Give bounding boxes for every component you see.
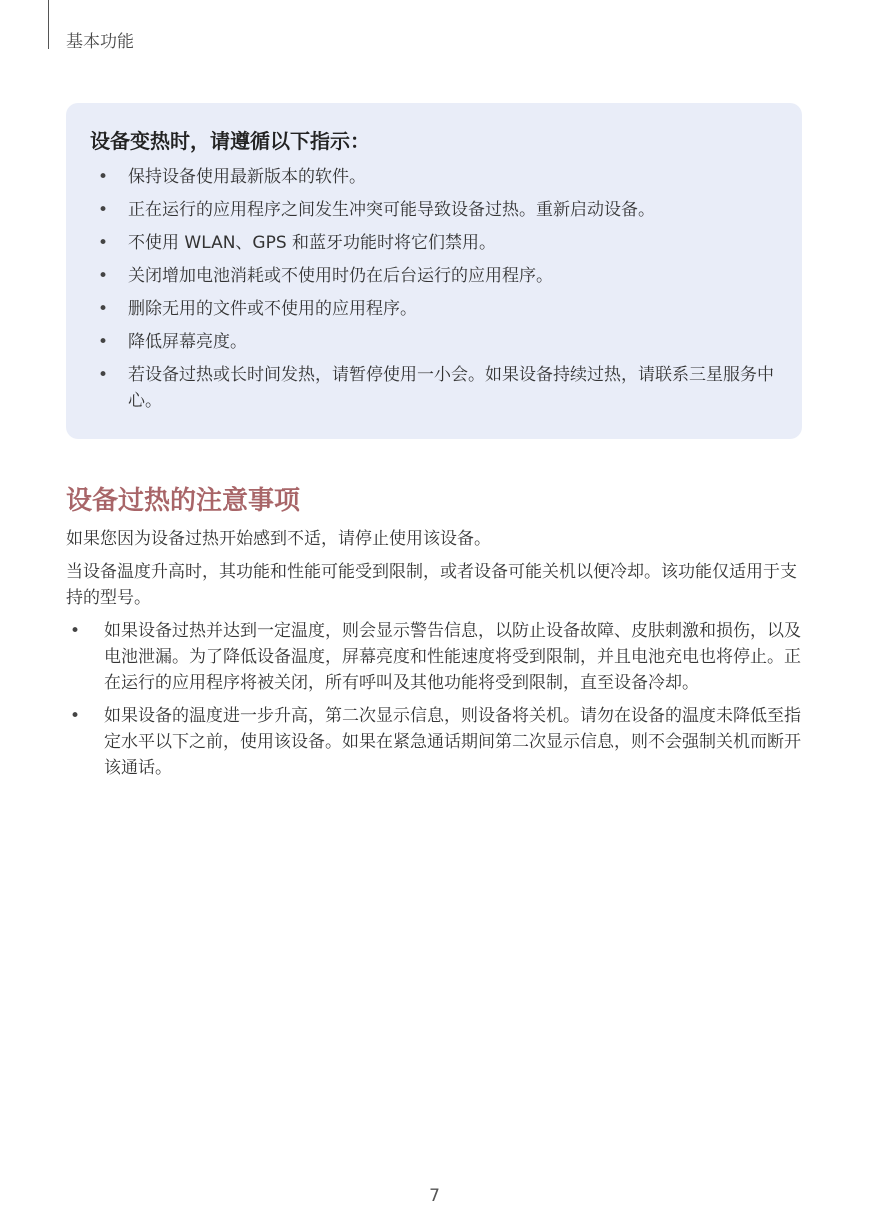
- overheating-precautions-section: [66, 483, 802, 788]
- tip-text: 若设备过热或长时间发热，请暂停使用一小会。如果设备持续过热，请联系三星服务中心。: [128, 365, 774, 411]
- section-paragraph: 当设备温度升高时，其功能和性能可能受到限制，或者设备可能关机以便冷却。该功能仅适用于支持的型号。: [66, 562, 797, 608]
- tip-list-item: [90, 197, 778, 223]
- section-list: [66, 618, 802, 781]
- tip-list: [90, 164, 778, 414]
- tip-box-title: 设备变热时，请遵循以下指示：: [90, 129, 370, 153]
- tip-list-item: [90, 263, 778, 289]
- tip-list-item: [90, 362, 778, 414]
- bullet-icon: •: [98, 365, 109, 385]
- section-list-item: [66, 703, 802, 781]
- tip-text: 不使用 WLAN、GPS 和蓝牙功能时将它们禁用。: [128, 233, 497, 253]
- tip-list-item: [90, 164, 778, 190]
- bullet-icon: •: [98, 332, 109, 352]
- section-list-text: 如果设备过热并达到一定温度，则会显示警告信息，以防止设备故障、皮肤刺激和损伤，以及电池泄漏。为了降低设备温度，屏幕亮度和性能速度将受到限制，并且电池充电也将停止。正在运行的应用程序将被关闭，所有呼叫及其他功能将受到限制，直至设备冷却。: [104, 621, 801, 693]
- section-list-text: 如果设备的温度进一步升高，第二次显示信息，则设备将关机。请勿在设备的温度未降低至指定水平以下之前，使用该设备。如果在紧急通话期间第二次显示信息，则不会强制关机而断开该通话。: [104, 706, 801, 778]
- tip-box: [66, 103, 802, 439]
- bullet-icon: •: [70, 621, 81, 641]
- tip-list-item: [90, 230, 778, 256]
- bullet-icon: •: [98, 233, 109, 253]
- tip-text: 关闭增加电池消耗或不使用时仍在后台运行的应用程序。: [128, 266, 553, 286]
- tip-text: 降低屏幕亮度。: [128, 332, 247, 352]
- header-divider: [48, 0, 49, 49]
- section-list-item: [66, 618, 802, 696]
- tip-text: 保持设备使用最新版本的软件。: [128, 167, 366, 187]
- tip-text: 正在运行的应用程序之间发生冲突可能导致设备过热。重新启动设备。: [128, 200, 655, 220]
- page-number: 7: [429, 1186, 440, 1206]
- bullet-icon: •: [98, 266, 109, 286]
- section-heading: 设备过热的注意事项: [66, 486, 301, 516]
- tip-list-item: [90, 329, 778, 355]
- bullet-icon: •: [98, 299, 109, 319]
- tip-text: 删除无用的文件或不使用的应用程序。: [128, 299, 417, 319]
- running-header: 基本功能: [66, 32, 134, 52]
- bullet-icon: •: [98, 200, 109, 220]
- bullet-icon: •: [70, 706, 81, 726]
- tip-list-item: [90, 296, 778, 322]
- bullet-icon: •: [98, 167, 109, 187]
- section-paragraph: 如果您因为设备过热开始感到不适，请停止使用该设备。: [66, 529, 491, 549]
